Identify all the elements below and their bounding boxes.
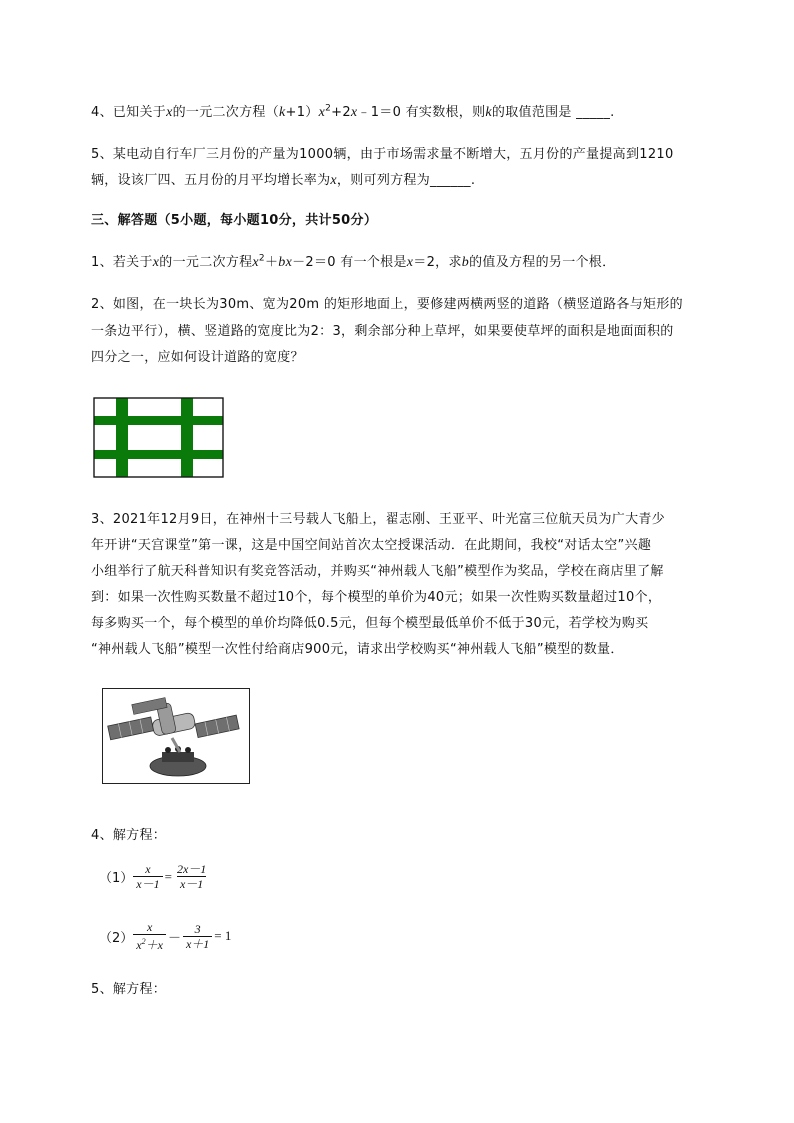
q4-var-x3: x: [350, 105, 358, 120]
solve-question-4-label: 4、解方程：: [91, 828, 167, 843]
s3q1-var-x: x: [152, 255, 160, 270]
question-5-fill-line2: [91, 169, 475, 189]
q4-text-mid3: +2: [331, 105, 351, 120]
space-station-model-photo: [102, 688, 250, 784]
equation-2: [99, 920, 233, 952]
horizontal-road-bottom: [94, 450, 223, 459]
solve-question-3-line5: 每多购买一个，每个模型的单价均降低0.5元，但每个模型最低单价不低于30元，若学校为购买: [91, 616, 649, 631]
vertical-road-right: [181, 398, 193, 477]
q4-var-x: x: [166, 105, 173, 120]
q4-var-k: k: [279, 105, 286, 120]
solve-question-3-line1: 3、2021年12月9日，在神州十三号载人飞船上，翟志刚、王亚平、叶光富三位航天员为广大青少: [91, 512, 665, 527]
solve-question-2-line3: 四分之一，应如何设计道路的宽度？: [91, 350, 304, 365]
solve-question-5-label: 5、解方程：: [91, 982, 167, 997]
solve-question-3-line2: 年开讲“天宫课堂”第一课，这是中国空间站首次太空授课活动．在此期间，我校“对话太空”兴趣: [91, 538, 652, 553]
equation-2-left-fraction: [133, 920, 166, 952]
question-5-fill-line1: 5、某电动自行车厂三月份的产量为1000辆，由于市场需求量不断增大，五月份的产量提高到1210: [91, 147, 674, 162]
eq1-right-denominator: x－1: [177, 876, 206, 891]
q4-var-x2: x: [318, 105, 326, 120]
s3q1-var-x3: x: [406, 255, 414, 270]
s3q1-var-bx: bx: [278, 255, 293, 270]
solve-question-3-line3: 小组举行了航天科普知识有奖竞答活动，并购买“神州载人飞船”模型作为奖品，学校在商店里了解: [91, 564, 664, 579]
solve-question-3-line6: “神州载人飞船”模型一次性付给商店900元，请求出学校购买“神州载人飞船”模型的数量．: [91, 642, 624, 657]
s3q1-text-mid1: 的一元二次方程: [159, 255, 253, 270]
question-4-fill: [91, 101, 615, 121]
s3q1-text-pre: 1、若关于: [91, 255, 153, 270]
eq2-right-numerator: 3: [194, 921, 201, 936]
eq2-left-denominator: $x^2+x$: [133, 934, 166, 952]
equation-1-right-fraction: [174, 862, 209, 891]
q4-exponent: 2: [325, 103, 332, 114]
s3q1-text-mid2: ＋: [264, 255, 279, 270]
equation-1-left-fraction: [133, 862, 162, 891]
solve-question-2-line2: 一条边平行），横、竖道路的宽度比为2：3，剩余部分种上草坪，如果要使草坪的面积是地面面积的: [91, 324, 674, 339]
q4-text-mid2: +1）: [285, 105, 319, 120]
eq2-right-denominator: x＋1: [183, 936, 212, 951]
eq2-minus: －: [167, 929, 181, 945]
q5-var-x: x: [330, 173, 337, 188]
q4-text-mid4: ﹣1＝0 有实数根，则: [357, 105, 486, 120]
s3q1-text-mid3: －2＝0 有一个根是: [292, 255, 407, 270]
q4-text-mid1: 的一元二次方程（: [172, 105, 279, 120]
equation-1-tag: （1）: [99, 871, 134, 886]
s3q1-var-b: b: [461, 255, 470, 270]
eq1-left-denominator: x－1: [133, 876, 162, 891]
equation-2-tag: （2）: [99, 930, 134, 946]
eq1-left-numerator: x: [145, 862, 151, 876]
vertical-road-left: [116, 398, 128, 477]
s3q1-text-end: 的值及方程的另一个根．: [469, 255, 616, 270]
q4-text-pre: 4、已知关于: [91, 105, 167, 120]
s3q1-exponent: 2: [258, 253, 265, 264]
section-heading: 三、解答题（5小题，每小题10分，共计50分）: [91, 213, 378, 228]
equation-2-right-fraction: [183, 922, 212, 951]
q4-text-end: 的取值范围是 _____.: [491, 105, 615, 120]
q4-var-k2: k: [485, 105, 492, 120]
field-border: [94, 398, 223, 477]
solve-question-3-line4: 到：如果一次性购买数量不超过10个，每个模型的单价为40元；如果一次性购买数量超过10个，: [91, 590, 662, 605]
s3q1-text-mid4: ＝2，求: [413, 255, 462, 270]
road-grid-figure: [93, 397, 225, 479]
q5-text-pre: 辆，设该厂四、五月份的月平均增长率为: [91, 173, 331, 188]
solve-question-1: [91, 251, 615, 271]
solve-question-2-line1: 2、如图，在一块长为30m、宽为20m 的矩形地面上，要修建两横两竖的道路（横竖道路各与矩形的: [91, 297, 683, 312]
figurines: [162, 752, 194, 762]
q5-text-end: ，则可列方程为______.: [336, 173, 476, 188]
eq2-left-numerator: x: [146, 920, 153, 934]
s3q1-var-x2: x: [252, 255, 259, 270]
equation-1: [99, 862, 209, 891]
eq1-equals: =: [164, 868, 172, 884]
horizontal-road-top: [94, 416, 223, 425]
eq2-equals-one: = 1: [214, 928, 232, 943]
eq1-right-numerator: 2x－1: [176, 862, 207, 876]
